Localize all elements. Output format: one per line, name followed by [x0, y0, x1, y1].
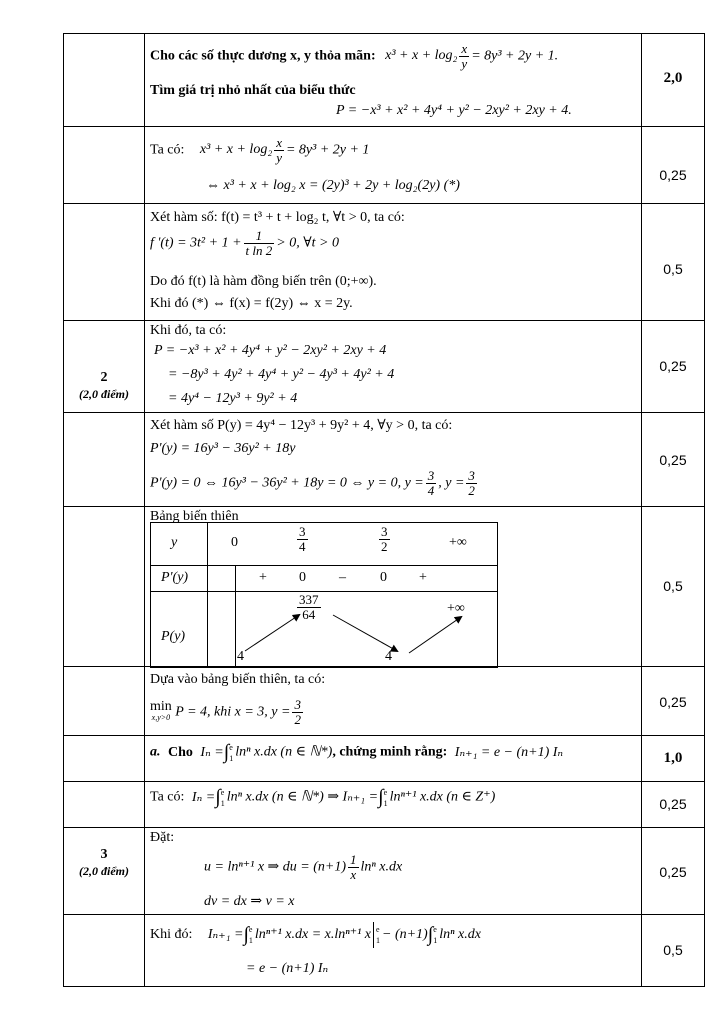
frac-den: y — [461, 55, 468, 71]
frac-den: 64 — [302, 606, 316, 622]
q2-number: 2 — [100, 370, 108, 385]
q2-statement-row — [64, 34, 704, 127]
lim-low: 1 — [248, 936, 253, 945]
q3-step3-row — [64, 914, 704, 986]
q3-step2-line2: dv = dx ⇒ v = x — [204, 894, 295, 909]
q2-step2-formula-b: > 0, ∀t > 0 — [276, 235, 339, 251]
q2-step1-score: 0,25 — [659, 167, 687, 183]
integral-limits — [221, 787, 225, 809]
q2-step6-line1: Dựa vào bảng biến thiên, ta có: — [150, 672, 326, 687]
vt-minus: – — [339, 570, 346, 585]
frac-num: 1 — [350, 852, 357, 867]
q3-step3-score: 0,5 — [663, 942, 683, 958]
q3-statement-formula1: Iₙ = — [200, 744, 224, 760]
evaluation-bar — [373, 922, 374, 948]
q3-step2-label: Đặt: — [150, 830, 175, 845]
q2-step6 — [144, 666, 642, 735]
integral-sign: ∫ — [215, 786, 221, 808]
q3-step3-line1 — [150, 922, 481, 948]
q2-step2 — [144, 203, 642, 320]
q2-step4-row — [64, 412, 704, 507]
q2-step4 — [144, 412, 642, 506]
q2-step4-frac1 — [426, 469, 437, 497]
q3-statement-text2: , chứng minh rằng: — [332, 744, 448, 760]
integral-sign: ∫ — [223, 741, 230, 763]
vt-row-y: y — [171, 535, 178, 550]
q2-step3-line1: Khi đó, ta có: — [150, 323, 227, 338]
frac-den: t ln 2 — [245, 242, 273, 258]
arrow-up-1 — [245, 615, 299, 651]
q2-step1-formula-b: = 8y³ + 2y + 1 — [285, 142, 370, 158]
q2-step1-line2: ⇔ x³ + x + log₂ x = (2y)³ + 2y + log₂(2y) (*) — [206, 178, 460, 193]
integral-limits — [384, 787, 388, 809]
frac-num: 337 — [299, 592, 319, 607]
variation-table — [150, 522, 498, 668]
min-sub: x,y>0 — [151, 713, 171, 723]
q2-step1-line1 — [150, 136, 369, 164]
q2-step3-line2: P = −x³ + x² + 4y⁴ + y² − 2xy² + 2xy + 4 — [154, 343, 387, 358]
q3-step2-line1 — [204, 853, 402, 881]
q3-step2-frac — [348, 853, 359, 881]
frac-num: 1 — [244, 229, 275, 244]
q2-step6-frac — [292, 698, 303, 726]
lim-up: e — [433, 925, 437, 934]
lim-low: 1 — [229, 753, 234, 763]
q3-statement-score: 1,0 — [663, 750, 683, 766]
frac-den: 2 — [468, 482, 475, 498]
q2-step2-score: 0,5 — [663, 261, 683, 277]
q3-step2 — [144, 827, 642, 914]
q2-step2-line4: Khi đó (*) ⇔ f(x) = f(2y) ⇔ x = 2y. — [150, 296, 353, 311]
evaluation-limits — [376, 924, 380, 946]
q2-step1-frac — [274, 136, 284, 164]
q3-statement-formula2: Iₙ₊₁ = e − (n+1) Iₙ — [454, 744, 564, 760]
lim-up: e — [220, 787, 225, 797]
q2-step3-line3: = −8y³ + 4y² + 4y⁴ + y² − 4y³ + 4y² + 4 — [168, 367, 395, 382]
q2-step1-label: Ta có: — [150, 142, 185, 158]
min-label: min — [150, 699, 172, 715]
min-operator — [150, 701, 172, 723]
q3-step2-formula-a: u = lnⁿ⁺¹ x ⇒ du = (n+1) — [204, 859, 346, 875]
integral-sign: ∫ — [243, 923, 249, 946]
q2-step3-line4: = 4y⁴ − 12y³ + 9y² + 4 — [168, 391, 298, 406]
vt-pinf: +∞ — [447, 601, 465, 616]
q3-step3-label: Khi đó: — [150, 927, 193, 943]
q2-statement-formula-a: x³ + x + log₂ — [385, 48, 458, 64]
frac-den: x — [350, 866, 357, 882]
q2-step5-score: 0,5 — [663, 578, 683, 594]
q2-step5-title: Bảng biến thiên — [150, 509, 239, 524]
q3-step1-label: Ta có: — [150, 789, 185, 805]
q2-step4-score: 0,25 — [659, 452, 687, 468]
frac-num: 3 — [468, 468, 475, 483]
q2-step4-sep: , y = — [438, 475, 465, 491]
q2-step3-score: 0,25 — [659, 358, 687, 374]
lim-low: 1 — [376, 936, 380, 945]
q3-statement-formula1b: lnⁿ x.dx (n ∈ ℕ*) — [235, 744, 333, 760]
vt-v-start: 4 — [237, 649, 244, 664]
frac-den: 2 — [294, 711, 301, 727]
q2-step6-row — [64, 666, 704, 736]
q3-step1-row — [64, 781, 704, 828]
q2-step4-line1: Xét hàm số P(y) = 4y⁴ − 12y³ + 9y² + 4, ∀y > 0, ta có: — [150, 418, 453, 433]
q3-statement-text1: Cho — [168, 744, 193, 760]
vt-y0: 0 — [231, 535, 238, 550]
q3-step1 — [144, 781, 642, 827]
q3-statement-line — [150, 741, 563, 764]
q3-step3-a: Iₙ₊₁ = — [207, 927, 244, 943]
lim-low: 1 — [433, 936, 438, 945]
integral-limits — [249, 924, 253, 946]
q2-statement-score: 2,0 — [663, 70, 683, 86]
frac-den: 4 — [299, 538, 306, 554]
q2-step4-line2: P'(y) = 16y³ − 36y² + 18y — [150, 441, 296, 456]
frac-num: x — [461, 41, 468, 56]
q2-step1 — [144, 126, 642, 203]
q3-step3-b: lnⁿ⁺¹ x.dx = x.lnⁿ⁺¹ x — [254, 927, 371, 943]
frac-den: y — [276, 149, 282, 165]
vt-v-min: 4 — [385, 649, 392, 664]
q3-step3-c: − (n+1) — [382, 927, 428, 943]
q2-step2-line2 — [150, 229, 339, 257]
q3-step2-formula-b: lnⁿ x.dx — [360, 859, 403, 875]
frac-num: 3 — [427, 468, 435, 483]
q2-step1-row — [64, 126, 704, 204]
q2-step2-row — [64, 203, 704, 321]
q3-part: a. — [150, 744, 161, 760]
q2-step6-line2 — [150, 698, 305, 726]
frac-num: x — [276, 135, 282, 150]
q2-step3 — [144, 320, 642, 412]
q2-points: (2,0 điểm) — [79, 387, 129, 401]
lim-up: e — [248, 925, 253, 934]
vt-row-dp: P'(y) — [161, 570, 189, 585]
q2-step2-formula-a: f '(t) = 3t² + 1 + — [150, 235, 242, 251]
q2-step6-score: 0,25 — [659, 694, 687, 710]
q2-step4-line3 — [150, 469, 479, 497]
q3-step1-line — [150, 786, 495, 809]
lim-up: e — [229, 742, 233, 752]
lim-low: 1 — [383, 798, 388, 808]
q3-statement-row — [64, 736, 704, 782]
q2-statement-frac — [459, 42, 469, 70]
vt-zero2: 0 — [380, 570, 387, 585]
arrow-down — [333, 615, 397, 651]
frac-num: 3 — [294, 697, 301, 712]
q2-statement-line1 — [150, 42, 558, 70]
q2-step4-formula-a: P'(y) = 0 ⇔ 16y³ − 36y² + 18y = 0 ⇔ y = 0, y = — [150, 475, 424, 491]
vt-zero1: 0 — [299, 570, 306, 585]
q2-step3-row — [64, 320, 704, 413]
frac-num: 3 — [299, 524, 306, 539]
frac-den: 2 — [381, 538, 388, 554]
frac-num: 3 — [381, 524, 388, 539]
vt-row-p: P(y) — [161, 629, 186, 644]
arrow-up-2 — [409, 617, 461, 653]
q3-number: 3 — [100, 847, 108, 862]
q2-statement — [144, 34, 642, 126]
q2-statement-formula-b: = 8y³ + 2y + 1. — [471, 48, 559, 64]
q3-step1-a: Iₙ = — [191, 789, 216, 805]
q3-step3-line2: = e − (n+1) Iₙ — [246, 961, 329, 976]
q3-step3 — [144, 914, 642, 986]
q2-statement-text: Cho các số thực dương x, y thỏa mãn: — [150, 48, 376, 64]
q3-step1-score: 0,25 — [659, 796, 687, 812]
answer-table — [63, 33, 705, 987]
integral-sign: ∫ — [378, 786, 384, 808]
q2-step4-frac2 — [466, 469, 477, 497]
q2-statement-line3: P = −x³ + x² + 4y⁴ + y² − 2xy² + 2xy + 4. — [336, 103, 572, 118]
vt-plus1: + — [259, 570, 267, 585]
integral-limits — [433, 924, 437, 946]
q2-step2-line3: Do đó f(t) là hàm đồng biến trên (0;+∞). — [150, 274, 377, 289]
q2-step1-formula-a: x³ + x + log₂ — [199, 142, 273, 158]
q3-step2-row — [64, 827, 704, 915]
lim-low: 1 — [220, 798, 225, 808]
q2-statement-line2: Tìm giá trị nhỏ nhất của biểu thức — [150, 83, 356, 98]
q3-step1-c: lnⁿ⁺¹ x.dx (n ∈ Z⁺) — [389, 789, 496, 805]
q3-step1-b: lnⁿ x.dx (n ∈ ℕ*) ⇒ Iₙ₊₁ = — [226, 789, 379, 805]
q2-step6-formula: P = 4, khi x = 3, y = — [175, 704, 291, 720]
q3-statement — [144, 736, 642, 781]
integral-limits — [229, 742, 233, 764]
lim-up: e — [383, 787, 388, 797]
q3-step3-d: lnⁿ x.dx — [439, 927, 481, 943]
frac-den: 4 — [427, 482, 435, 498]
q3-points: (2,0 điểm) — [79, 864, 129, 878]
vt-plus2: + — [419, 570, 427, 585]
vt-arrows — [151, 523, 497, 667]
q2-step2-frac — [244, 229, 275, 257]
lim-up: e — [376, 925, 380, 934]
q3-step2-score: 0,25 — [659, 864, 687, 880]
integral-sign: ∫ — [427, 923, 434, 946]
q2-step2-line1: Xét hàm số: f(t) = t³ + t + log₂ t, ∀t > 0, ta có: — [150, 210, 405, 225]
vt-yinf: +∞ — [449, 535, 467, 550]
